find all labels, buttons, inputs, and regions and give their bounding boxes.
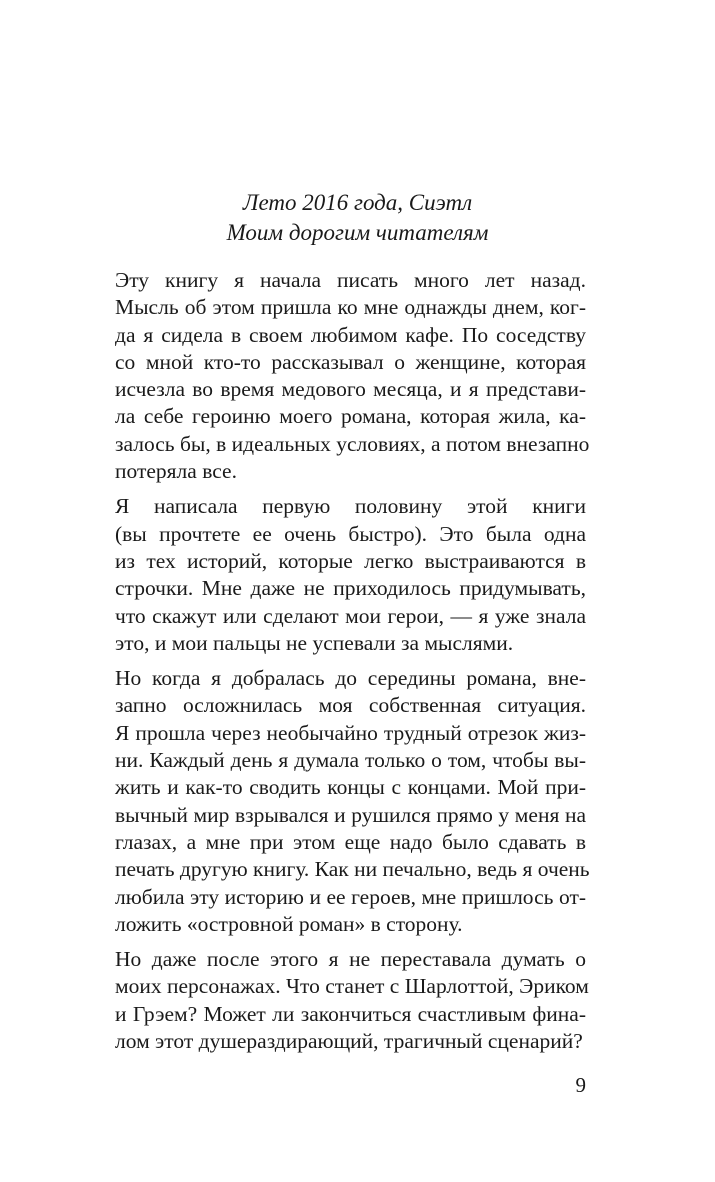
text-line: что скажут или сделают мои герои, — я уже знала: [115, 603, 586, 628]
text-line: Но когда я добралась до середины романа, вне-: [115, 666, 586, 691]
text-line: ла себе героиню моего романа, которая жила, ка-: [115, 404, 586, 429]
text-line: печать другую книгу. Как ни печально, ведь я очень: [115, 857, 590, 882]
text-line: со мной кто-то рассказывал о женщине, которая: [115, 349, 586, 374]
text-line: глазах, а мне при этом еще надо было сдавать в: [115, 829, 586, 854]
text-line: жить и как-то сводить концы с концами. Мой при-: [115, 775, 586, 800]
text-line: Я написала первую половину этой книги: [115, 494, 586, 519]
text-line: вычный мир взрывался и рушился прямо у меня на: [115, 802, 586, 827]
paragraph: [83, 665, 590, 938]
text-line: Я прошла через необычайно трудный отрезок жиз-: [115, 720, 586, 745]
text-line: из тех историй, которые легко выстраиваются в: [115, 548, 586, 573]
page-number: 9: [575, 1073, 586, 1097]
text-line: лом этот душераздирающий, трагичный сценарий?: [115, 1029, 583, 1054]
text-line: Мысль об этом пришла ко мне однажды днем, ког-: [115, 295, 586, 320]
epigraph-place-date: Лето 2016 года, Сиэтл: [242, 190, 473, 215]
text-line: и Грэем? Может ли закончиться счастливым фина-: [115, 1001, 586, 1026]
text-line: строчки. Мне даже не приходилось придумывать,: [115, 576, 586, 601]
text-line: потеряла все.: [115, 459, 237, 484]
text-line: моих персонажах. Что станет с Шарлоттой, Эриком: [115, 974, 589, 999]
body-text: [83, 267, 590, 1063]
epigraph: [0, 188, 715, 248]
paragraph: [83, 493, 586, 657]
paragraph: [83, 267, 590, 485]
text-line: Но даже после этого я не переставала думать о: [115, 947, 586, 972]
text-line: (вы прочтете ее очень быстро). Это была одна: [115, 521, 586, 546]
text-line: любила эту историю и ее героев, мне пришлось от-: [115, 884, 586, 909]
text-line: ни. Каждый день я думала только о том, чтобы вы-: [115, 748, 586, 773]
text-line: исчезла во время медового месяца, и я представи-: [115, 377, 586, 402]
text-line: ложить «островной роман» в сторону.: [115, 911, 463, 936]
text-line: запно осложнилась моя собственная ситуация.: [115, 693, 586, 718]
text-line: Эту книгу я начала писать много лет назад.: [115, 268, 586, 292]
text-line: да я сидела в своем любимом кафе. По соседству: [115, 322, 586, 347]
epigraph-dedication: Моим дорогим читателям: [226, 220, 489, 245]
text-line: залось бы, в идеальных условиях, а потом внезапно: [115, 431, 590, 456]
text-line: это, и мои пальцы не успевали за мыслями.: [115, 630, 514, 655]
paragraph: [83, 946, 589, 1055]
